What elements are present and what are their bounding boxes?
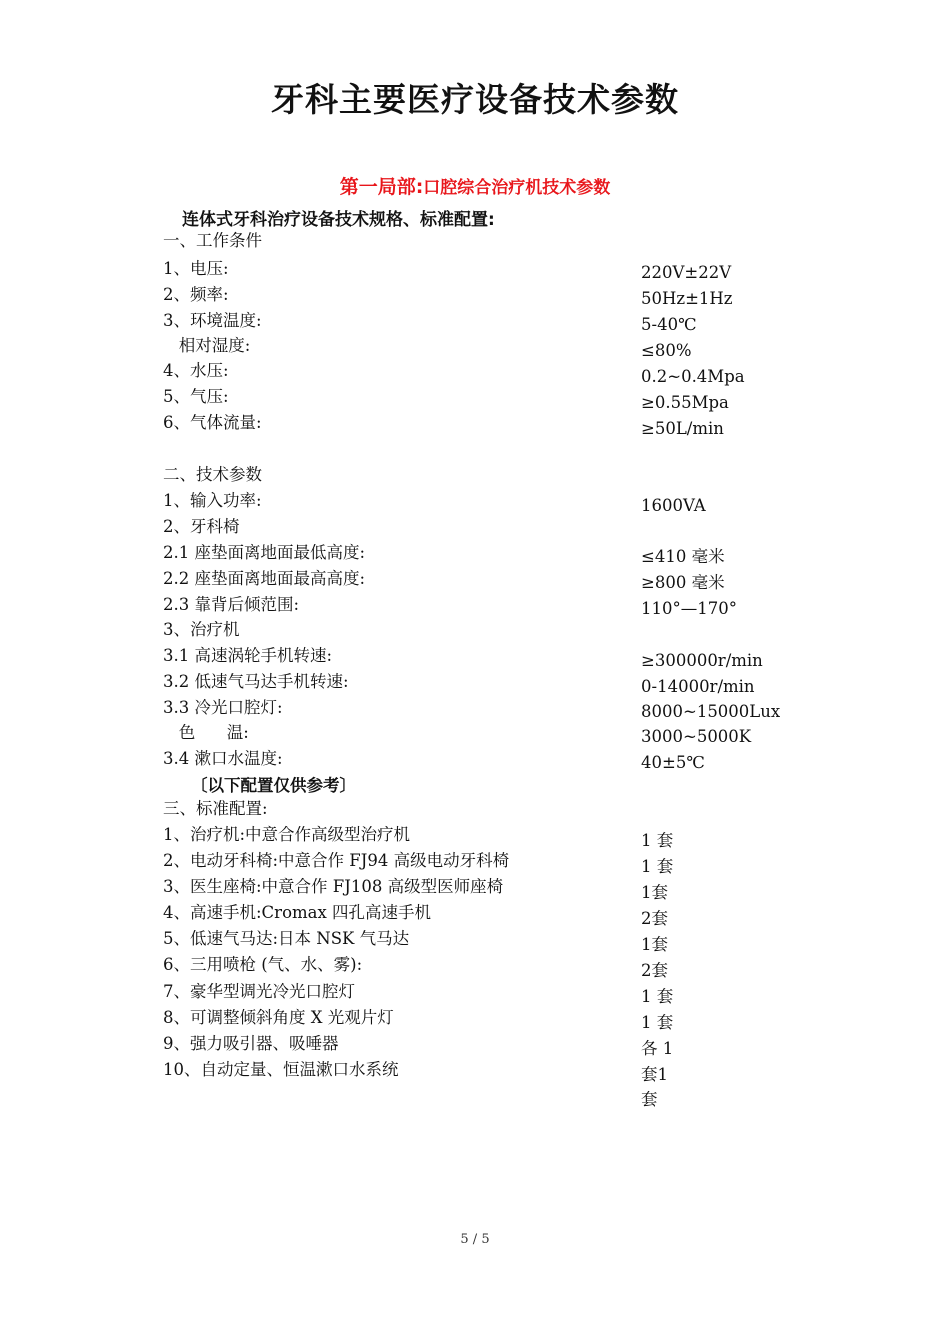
config-qty: 套	[641, 1090, 658, 1109]
spec-label: 3.1 高速涡轮手机转速:	[163, 646, 333, 665]
spec-label: 2、频率:	[163, 285, 229, 304]
spec-label: 1、电压:	[163, 259, 229, 278]
spec-label: 4、水压:	[163, 361, 229, 380]
spec-value: ≤410 毫米	[641, 547, 725, 566]
part-heading	[0, 172, 950, 199]
spec-value: ≥300000r/min	[641, 651, 763, 670]
page-title: 牙科主要医疗设备技术参数	[271, 80, 679, 119]
part-label: 第一局部:	[339, 176, 424, 198]
section1-heading: 一、工作条件	[163, 231, 262, 250]
part-name: 口腔综合治疗机技术参数	[423, 178, 611, 198]
spec-value: 5-40℃	[641, 315, 697, 334]
config-label: 9、强力吸引器、吸唾器	[163, 1034, 339, 1053]
config-label: 3、医生座椅:中意合作 FJ108 高级型医师座椅	[163, 877, 504, 896]
spec-value: 40±5℃	[641, 753, 705, 772]
config-qty: 2套	[641, 961, 668, 980]
spec-value: 110°—170°	[641, 599, 737, 618]
spec-value: ≥800 毫米	[641, 573, 725, 592]
spec-label: 3.4 漱口水温度:	[163, 749, 283, 768]
spec-value: 0.2~0.4Mpa	[641, 367, 745, 386]
section2-heading: 二、技术参数	[163, 465, 262, 484]
spec-label: 3、治疗机	[163, 620, 240, 639]
spec-value: 220V±22V	[641, 263, 732, 282]
config-label: 4、高速手机:Cromax 四孔高速手机	[163, 903, 432, 922]
config-qty: 1 套	[641, 831, 674, 850]
config-label: 2、电动牙科椅:中意合作 FJ94 高级电动牙科椅	[163, 851, 510, 870]
spec-label: 2、牙科椅	[163, 517, 240, 536]
spec-label: 色 温:	[163, 723, 249, 742]
spec-label: 3.2 低速气马达手机转速:	[163, 672, 349, 691]
spec-value: ≤80%	[641, 341, 692, 360]
config-label: 1、治疗机:中意合作高级型治疗机	[163, 825, 411, 844]
config-label: 7、豪华型调光冷光口腔灯	[163, 982, 355, 1001]
config-qty: 1套	[641, 935, 668, 954]
config-qty: 2套	[641, 909, 668, 928]
subheading: 连体式牙科治疗设备技术规格、标准配置:	[182, 210, 495, 230]
config-label: 10、自动定量、恒温漱口水系统	[163, 1060, 399, 1079]
config-qty: 套1	[641, 1065, 668, 1084]
spec-value: 8000~15000Lux	[641, 702, 781, 721]
spec-value: 0-14000r/min	[641, 677, 755, 696]
spec-label: 2.2 座垫面离地面最高高度:	[163, 569, 366, 588]
config-qty: 1 套	[641, 857, 674, 876]
spec-value: ≥0.55Mpa	[641, 393, 729, 412]
config-qty: 1 套	[641, 987, 674, 1006]
config-qty: 各 1	[641, 1039, 674, 1058]
spec-value: ≥50L/min	[641, 419, 724, 438]
spec-label: 相对湿度:	[163, 336, 251, 355]
config-qty: 1 套	[641, 1013, 674, 1032]
spec-value: 3000~5000K	[641, 727, 752, 746]
section3-heading: 三、标准配置:	[163, 799, 268, 818]
config-label: 6、三用喷枪 (气、水、雾):	[163, 955, 363, 974]
spec-label: 2.1 座垫面离地面最低高度:	[163, 543, 366, 562]
spec-label: 6、气体流量:	[163, 413, 262, 432]
spec-label: 1、输入功率:	[163, 491, 262, 510]
spec-value: 50Hz±1Hz	[641, 289, 733, 308]
page-number: 5 / 5	[460, 1232, 490, 1247]
spec-label: 3.3 冷光口腔灯:	[163, 698, 283, 717]
spec-label: 5、气压:	[163, 387, 229, 406]
config-label: 5、低速气马达:日本 NSK 气马达	[163, 929, 410, 948]
spec-label: 2.3 靠背后倾范围:	[163, 595, 300, 614]
reference-note: 〔以下配置仅供参考〕	[191, 776, 356, 795]
spec-value: 1600VA	[641, 496, 706, 515]
config-label: 8、可调整倾斜角度 X 光观片灯	[163, 1008, 394, 1027]
spec-label: 3、环境温度:	[163, 311, 262, 330]
config-qty: 1套	[641, 883, 668, 902]
